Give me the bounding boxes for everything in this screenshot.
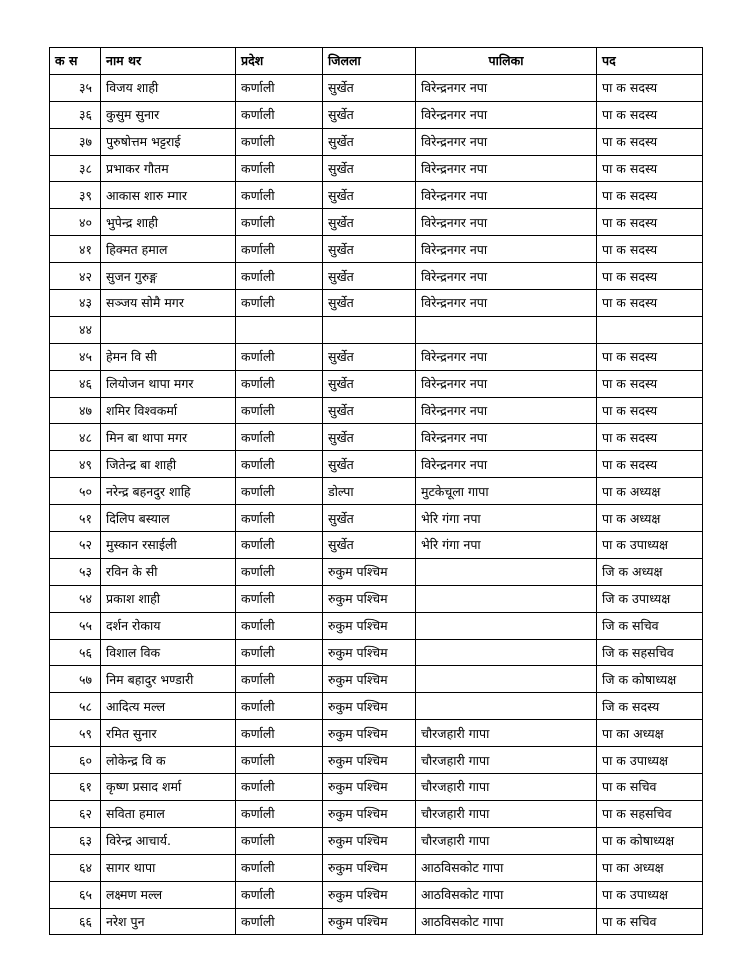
serial-number-cell: ५३ xyxy=(50,558,101,585)
serial-number-cell: ४४ xyxy=(50,316,101,343)
province-cell: कर्णाली xyxy=(236,854,323,881)
palika-cell: भेरि गंगा नपा xyxy=(416,532,597,559)
serial-number-cell: ४३ xyxy=(50,290,101,317)
province-cell: कर्णाली xyxy=(236,774,323,801)
province-cell: कर्णाली xyxy=(236,155,323,182)
post-cell: पा का अध्यक्ष xyxy=(597,854,703,881)
post-cell: पा क कोषाध्यक्ष xyxy=(597,827,703,854)
post-cell: पा क सदस्य xyxy=(597,209,703,236)
post-cell: पा क सदस्य xyxy=(597,236,703,263)
district-cell: रुकुम पश्चिम xyxy=(323,666,416,693)
name-cell: नरेन्द्र बहनदुर शाहि xyxy=(101,478,236,505)
name-cell: भुपेन्द्र शाही xyxy=(101,209,236,236)
post-cell: जि क उपाध्यक्ष xyxy=(597,585,703,612)
table-row xyxy=(50,478,703,505)
province-cell: कर्णाली xyxy=(236,666,323,693)
palika-cell: विरेन्द्रनगर नपा xyxy=(416,343,597,370)
serial-number-cell: ४१ xyxy=(50,236,101,263)
post-cell: पा क सदस्य xyxy=(597,128,703,155)
serial-number-cell: ४५ xyxy=(50,343,101,370)
name-cell: मिन बा थापा मगर xyxy=(101,424,236,451)
name-cell: आदित्य मल्ल xyxy=(101,693,236,720)
serial-number-cell: ६० xyxy=(50,747,101,774)
post-cell: पा क सदस्य xyxy=(597,370,703,397)
table-row xyxy=(50,558,703,585)
district-cell: रुकुम पश्चिम xyxy=(323,800,416,827)
name-cell: हेमन वि सी xyxy=(101,343,236,370)
name-cell: दिलिप बस्याल xyxy=(101,505,236,532)
name-cell: निम बहादुर भण्डारी xyxy=(101,666,236,693)
table-row xyxy=(50,74,703,101)
name-cell: सञ्जय सोमै मगर xyxy=(101,290,236,317)
serial-number-cell: ३९ xyxy=(50,182,101,209)
table-row xyxy=(50,451,703,478)
header-name: नाम थर xyxy=(101,48,236,75)
post-cell: पा क सदस्य xyxy=(597,451,703,478)
serial-number-cell: ६१ xyxy=(50,774,101,801)
serial-number-cell: ४० xyxy=(50,209,101,236)
province-cell: कर्णाली xyxy=(236,908,323,935)
serial-number-cell: ३६ xyxy=(50,101,101,128)
district-cell: डोल्पा xyxy=(323,478,416,505)
district-cell: रुकुम पश्चिम xyxy=(323,747,416,774)
province-cell: कर्णाली xyxy=(236,747,323,774)
district-cell: रुकुम पश्चिम xyxy=(323,908,416,935)
post-cell: पा क सहसचिव xyxy=(597,800,703,827)
palika-cell xyxy=(416,612,597,639)
serial-number-cell: ३५ xyxy=(50,74,101,101)
name-cell: रमित सुनार xyxy=(101,720,236,747)
table-row xyxy=(50,128,703,155)
table-row xyxy=(50,370,703,397)
name-cell: रविन के सी xyxy=(101,558,236,585)
palika-cell xyxy=(416,639,597,666)
province-cell: कर्णाली xyxy=(236,209,323,236)
palika-cell: विरेन्द्रनगर नपा xyxy=(416,128,597,155)
province-cell: कर्णाली xyxy=(236,263,323,290)
province-cell: कर्णाली xyxy=(236,720,323,747)
district-cell: रुकुम पश्चिम xyxy=(323,639,416,666)
district-cell: रुकुम पश्चिम xyxy=(323,720,416,747)
province-cell: कर्णाली xyxy=(236,236,323,263)
palika-cell: विरेन्द्रनगर नपा xyxy=(416,74,597,101)
serial-number-cell: ६२ xyxy=(50,800,101,827)
table-row xyxy=(50,666,703,693)
header-post: पद xyxy=(597,48,703,75)
palika-cell xyxy=(416,558,597,585)
table-row xyxy=(50,263,703,290)
name-cell: जितेन्द्र बा शाही xyxy=(101,451,236,478)
palika-cell: विरेन्द्रनगर नपा xyxy=(416,370,597,397)
post-cell: पा क सदस्य xyxy=(597,263,703,290)
serial-number-cell: ५४ xyxy=(50,585,101,612)
palika-cell xyxy=(416,316,597,343)
post-cell: पा क सदस्य xyxy=(597,397,703,424)
serial-number-cell: ४९ xyxy=(50,451,101,478)
district-cell: सुर्खेत xyxy=(323,128,416,155)
district-cell: रुकुम पश्चिम xyxy=(323,585,416,612)
table-row xyxy=(50,827,703,854)
palika-cell xyxy=(416,666,597,693)
name-cell: सविता हमाल xyxy=(101,800,236,827)
table-row xyxy=(50,720,703,747)
serial-number-cell: ५९ xyxy=(50,720,101,747)
header-serial-number: क स xyxy=(50,48,101,75)
table-row xyxy=(50,236,703,263)
serial-number-cell: ४७ xyxy=(50,397,101,424)
post-cell: पा क सदस्य xyxy=(597,424,703,451)
province-cell: कर्णाली xyxy=(236,612,323,639)
province-cell: कर्णाली xyxy=(236,370,323,397)
post-cell: जि क अध्यक्ष xyxy=(597,558,703,585)
district-cell: रुकुम पश्चिम xyxy=(323,558,416,585)
palika-cell: विरेन्द्रनगर नपा xyxy=(416,209,597,236)
name-cell: विरेन्द्र आचार्य. xyxy=(101,827,236,854)
palika-cell: विरेन्द्रनगर नपा xyxy=(416,397,597,424)
name-cell: पुरुषोत्तम भट्टराई xyxy=(101,128,236,155)
district-cell: सुर्खेत xyxy=(323,101,416,128)
name-cell xyxy=(101,316,236,343)
name-cell: विशाल विक xyxy=(101,639,236,666)
district-cell: सुर्खेत xyxy=(323,424,416,451)
serial-number-cell: ६३ xyxy=(50,827,101,854)
palika-cell: विरेन्द्रनगर नपा xyxy=(416,155,597,182)
post-cell: जि क सहसचिव xyxy=(597,639,703,666)
name-cell: हिक्मत हमाल xyxy=(101,236,236,263)
header-district: जिलला xyxy=(323,48,416,75)
post-cell: पा क सदस्य xyxy=(597,155,703,182)
post-cell: पा क सदस्य xyxy=(597,182,703,209)
palika-cell: विरेन्द्रनगर नपा xyxy=(416,182,597,209)
district-cell: सुर्खेत xyxy=(323,74,416,101)
post-cell: पा क सदस्य xyxy=(597,290,703,317)
table-row xyxy=(50,155,703,182)
table-row xyxy=(50,774,703,801)
name-cell: दर्शन रोकाय xyxy=(101,612,236,639)
palika-cell: विरेन्द्रनगर नपा xyxy=(416,290,597,317)
palika-cell xyxy=(416,585,597,612)
palika-cell: विरेन्द्रनगर नपा xyxy=(416,236,597,263)
name-cell: प्रभाकर गौतम xyxy=(101,155,236,182)
province-cell: कर्णाली xyxy=(236,397,323,424)
district-cell: सुर्खेत xyxy=(323,505,416,532)
district-cell: सुर्खेत xyxy=(323,182,416,209)
table-row xyxy=(50,424,703,451)
palika-cell: आठविसकोट गापा xyxy=(416,908,597,935)
name-cell: लियोजन थापा मगर xyxy=(101,370,236,397)
district-cell: रुकुम पश्चिम xyxy=(323,774,416,801)
district-cell: सुर्खेत xyxy=(323,263,416,290)
name-cell: सुजन गुरुङ्ग xyxy=(101,263,236,290)
serial-number-cell: ५७ xyxy=(50,666,101,693)
palika-cell: मुटकेचूला गापा xyxy=(416,478,597,505)
district-cell: सुर्खेत xyxy=(323,155,416,182)
post-cell: पा क सदस्य xyxy=(597,343,703,370)
table-row xyxy=(50,612,703,639)
serial-number-cell: ६६ xyxy=(50,908,101,935)
name-cell: लोकेन्द्र वि क xyxy=(101,747,236,774)
post-cell: पा क अध्यक्ष xyxy=(597,478,703,505)
palika-cell xyxy=(416,693,597,720)
serial-number-cell: ३७ xyxy=(50,128,101,155)
post-cell: पा का अध्यक्ष xyxy=(597,720,703,747)
table-row xyxy=(50,316,703,343)
province-cell: कर्णाली xyxy=(236,558,323,585)
post-cell: पा क सदस्य xyxy=(597,74,703,101)
post-cell: पा क उपाध्यक्ष xyxy=(597,747,703,774)
table-row xyxy=(50,639,703,666)
table-row xyxy=(50,343,703,370)
post-cell: जि क सचिव xyxy=(597,612,703,639)
province-cell: कर्णाली xyxy=(236,451,323,478)
province-cell: कर्णाली xyxy=(236,800,323,827)
serial-number-cell: ५० xyxy=(50,478,101,505)
palika-cell: भेरि गंगा नपा xyxy=(416,505,597,532)
province-cell: कर्णाली xyxy=(236,74,323,101)
header-palika: पालिका xyxy=(416,48,597,75)
post-cell: पा क सचिव xyxy=(597,908,703,935)
name-cell: नरेश पुन xyxy=(101,908,236,935)
palika-cell: आठविसकोट गापा xyxy=(416,881,597,908)
name-cell: आकास शारु म्गार xyxy=(101,182,236,209)
table-row xyxy=(50,747,703,774)
name-cell: सागर थापा xyxy=(101,854,236,881)
province-cell: कर्णाली xyxy=(236,424,323,451)
district-cell: सुर्खेत xyxy=(323,370,416,397)
serial-number-cell: ५६ xyxy=(50,639,101,666)
post-cell xyxy=(597,316,703,343)
district-cell: रुकुम पश्चिम xyxy=(323,827,416,854)
province-cell: कर्णाली xyxy=(236,478,323,505)
palika-cell: चौरजहारी गापा xyxy=(416,774,597,801)
serial-number-cell: ६४ xyxy=(50,854,101,881)
post-cell: पा क उपाध्यक्ष xyxy=(597,532,703,559)
province-cell: कर्णाली xyxy=(236,101,323,128)
serial-number-cell: ५२ xyxy=(50,532,101,559)
post-cell: पा क उपाध्यक्ष xyxy=(597,881,703,908)
district-cell: सुर्खेत xyxy=(323,343,416,370)
district-cell: सुर्खेत xyxy=(323,532,416,559)
district-cell: रुकुम पश्चिम xyxy=(323,881,416,908)
palika-cell: चौरजहारी गापा xyxy=(416,800,597,827)
palika-cell: चौरजहारी गापा xyxy=(416,827,597,854)
name-cell: शमिर विश्वकर्मा xyxy=(101,397,236,424)
post-cell: पा क सचिव xyxy=(597,774,703,801)
table-row xyxy=(50,290,703,317)
province-cell xyxy=(236,316,323,343)
serial-number-cell: ४६ xyxy=(50,370,101,397)
palika-cell: चौरजहारी गापा xyxy=(416,720,597,747)
palika-cell: विरेन्द्रनगर नपा xyxy=(416,451,597,478)
province-cell: कर्णाली xyxy=(236,343,323,370)
member-table xyxy=(49,47,703,935)
table-row xyxy=(50,505,703,532)
table-row xyxy=(50,693,703,720)
post-cell: जि क सदस्य xyxy=(597,693,703,720)
name-cell: विजय शाही xyxy=(101,74,236,101)
serial-number-cell: ४२ xyxy=(50,263,101,290)
district-cell: सुर्खेत xyxy=(323,290,416,317)
name-cell: कुसुम सुनार xyxy=(101,101,236,128)
serial-number-cell: ५५ xyxy=(50,612,101,639)
header-province: प्रदेश xyxy=(236,48,323,75)
name-cell: लक्ष्मण मल्ल xyxy=(101,881,236,908)
table-row xyxy=(50,532,703,559)
palika-cell: चौरजहारी गापा xyxy=(416,747,597,774)
province-cell: कर्णाली xyxy=(236,505,323,532)
table-row xyxy=(50,182,703,209)
province-cell: कर्णाली xyxy=(236,585,323,612)
province-cell: कर्णाली xyxy=(236,639,323,666)
header-row xyxy=(50,48,703,75)
palika-cell: विरेन्द्रनगर नपा xyxy=(416,263,597,290)
post-cell: पा क अध्यक्ष xyxy=(597,505,703,532)
name-cell: मुस्कान रसाईली xyxy=(101,532,236,559)
serial-number-cell: ४८ xyxy=(50,424,101,451)
palika-cell: आठविसकोट गापा xyxy=(416,854,597,881)
serial-number-cell: ५८ xyxy=(50,693,101,720)
district-cell: सुर्खेत xyxy=(323,209,416,236)
table-row xyxy=(50,881,703,908)
name-cell: प्रकाश शाही xyxy=(101,585,236,612)
post-cell: जि क कोषाध्यक्ष xyxy=(597,666,703,693)
table-row xyxy=(50,209,703,236)
table-row xyxy=(50,908,703,935)
district-cell: सुर्खेत xyxy=(323,236,416,263)
province-cell: कर्णाली xyxy=(236,290,323,317)
table-row xyxy=(50,800,703,827)
province-cell: कर्णाली xyxy=(236,128,323,155)
district-cell: रुकुम पश्चिम xyxy=(323,612,416,639)
district-cell: सुर्खेत xyxy=(323,451,416,478)
palika-cell: विरेन्द्रनगर नपा xyxy=(416,424,597,451)
post-cell: पा क सदस्य xyxy=(597,101,703,128)
district-cell: रुकुम पश्चिम xyxy=(323,854,416,881)
table-row xyxy=(50,854,703,881)
province-cell: कर्णाली xyxy=(236,182,323,209)
district-cell: सुर्खेत xyxy=(323,397,416,424)
serial-number-cell: ५१ xyxy=(50,505,101,532)
province-cell: कर्णाली xyxy=(236,532,323,559)
district-cell: रुकुम पश्चिम xyxy=(323,693,416,720)
province-cell: कर्णाली xyxy=(236,827,323,854)
district-cell xyxy=(323,316,416,343)
table-row xyxy=(50,585,703,612)
name-cell: कृष्ण प्रसाद शर्मा xyxy=(101,774,236,801)
province-cell: कर्णाली xyxy=(236,881,323,908)
table-row xyxy=(50,397,703,424)
serial-number-cell: ३८ xyxy=(50,155,101,182)
palika-cell: विरेन्द्रनगर नपा xyxy=(416,101,597,128)
province-cell: कर्णाली xyxy=(236,693,323,720)
table-row xyxy=(50,101,703,128)
serial-number-cell: ६५ xyxy=(50,881,101,908)
